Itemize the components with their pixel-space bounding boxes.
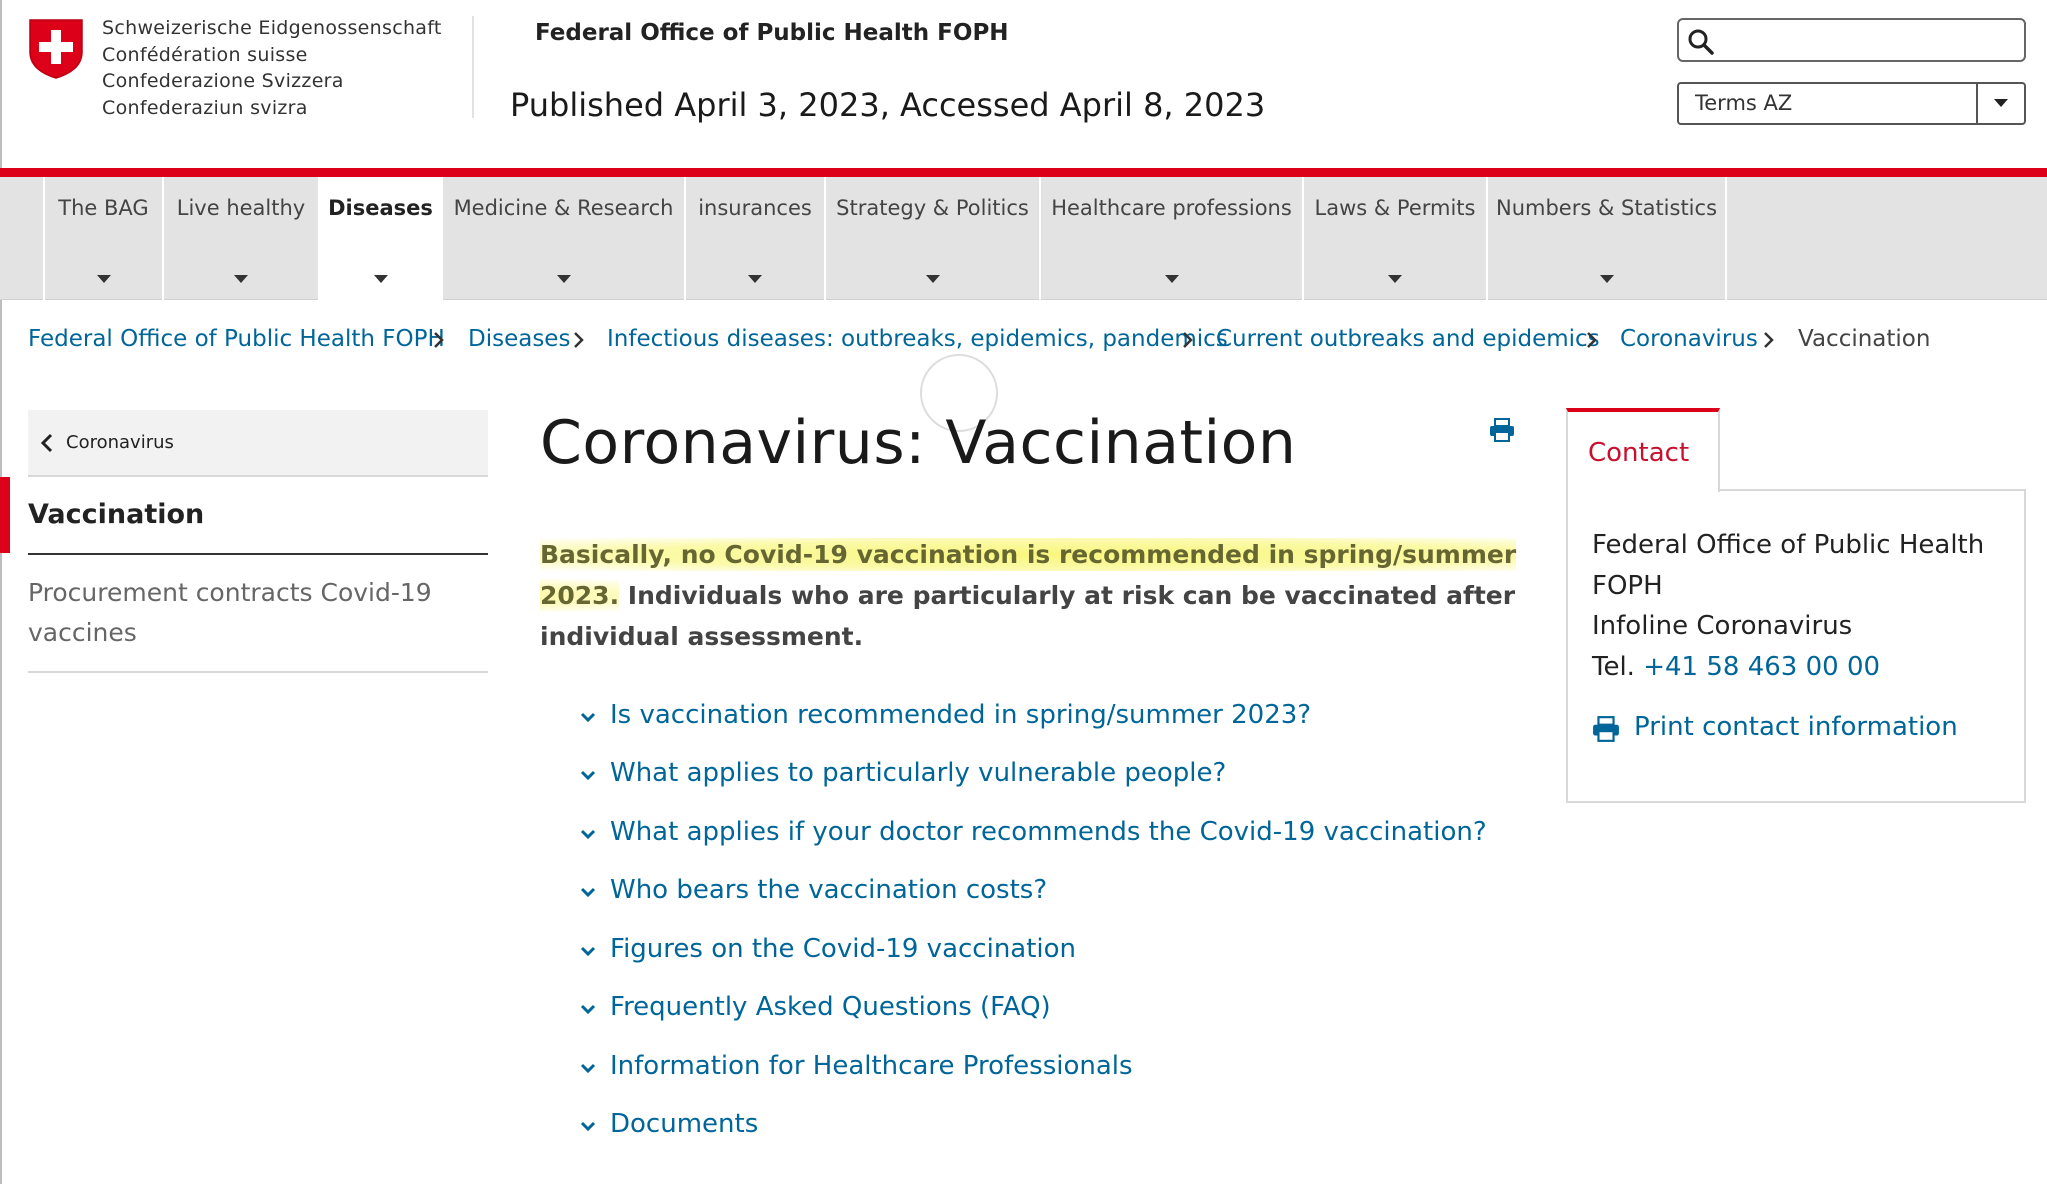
chevron-left-icon [40,433,54,453]
contact-infoline: Infoline Coronavirus [1592,611,1853,641]
chevron-right-icon [433,330,445,350]
chevron-down-icon [580,770,596,780]
nav-item-numbers-statistics[interactable] [1488,177,1727,300]
lead-paragraph [540,534,1540,657]
terms-az-select[interactable] [1677,82,2026,125]
caret-down-icon [234,275,248,283]
nav-label: insurances [698,196,812,220]
accordion-label: Is vaccination recommended in spring/summer 2023? [610,700,1312,730]
nav-label: Live healthy [176,196,306,220]
chevron-down-icon [580,829,596,839]
chevron-down-icon [580,1063,596,1073]
print-contact-label: Print contact information [1634,712,1958,742]
search-icon[interactable] [1687,28,1715,56]
accordion-label: What applies to particularly vulnerable people? [610,758,1227,788]
caret-down-icon [1165,275,1179,283]
accordion-label: Frequently Asked Questions (FAQ) [610,992,1051,1022]
contact-org-line-1: Federal Office of Public Health [1592,530,1985,560]
published-accessed-note: Published April 3, 2023, Accessed April 8, 2023 [510,86,1266,124]
chevron-down-icon [580,946,596,956]
print-icon [1592,716,1620,742]
nav-item-strategy-politics[interactable] [826,177,1041,300]
chevron-right-icon [1763,330,1775,350]
nav-item-diseases[interactable] [320,177,443,300]
contact-tel [1592,652,1880,682]
contact-org-line-2: FOPH [1592,571,1663,601]
breadcrumb-link-foph[interactable]: Federal Office of Public Health FOPH [28,326,445,352]
breadcrumb-link-infectious-diseases[interactable]: Infectious diseases: outbreaks, epidemics, pandemics [607,326,1228,352]
office-name[interactable]: Federal Office of Public Health FOPH [535,20,1009,46]
caret-down-icon [926,275,940,283]
terms-az-dropdown-button[interactable] [1976,84,2024,123]
nav-item-healthcare-professions[interactable] [1041,177,1304,300]
nav-label: Medicine & Research [453,196,674,220]
confederation-line-de: Schweizerische Eidgenossenschaft [102,17,442,39]
caret-down-icon [1388,275,1402,283]
caret-down-icon [1600,275,1614,283]
sidebar-item-procurement-contracts[interactable] [28,555,488,673]
sidebar-item-vaccination[interactable] [28,477,488,555]
accordion-label: What applies if your doctor recommends the Covid-19 vaccination? [610,817,1487,847]
nav-label: Diseases [328,196,433,220]
contact-tab[interactable] [1566,408,1720,492]
chevron-down-icon [580,712,596,722]
sidebar-item-label: Procurement contracts Covid-19 vaccines [28,578,432,647]
active-item-marker [0,477,10,553]
nav-item-laws-permits[interactable] [1304,177,1488,300]
accordion-label: Figures on the Covid-19 vaccination [610,934,1077,964]
accordion-label: Documents [610,1109,759,1139]
nav-item-insurances[interactable] [686,177,826,300]
caret-down-icon [1994,99,2008,107]
caret-down-icon [97,275,111,283]
accordion-label: Information for Healthcare Professionals [610,1051,1133,1081]
nav-label: Healthcare professions [1051,196,1292,220]
nav-item-the-bag[interactable] [43,177,164,300]
contact-tab-label: Contact [1588,438,1690,468]
confederation-line-rm: Confederaziun svizra [102,97,308,119]
lead-rest: Individuals who are particularly at risk can be vaccinated after individual assessment. [540,581,1516,651]
nav-label: The BAG [58,196,149,220]
breadcrumb-link-current-outbreaks[interactable]: Current outbreaks and epidemics [1216,326,1600,352]
swiss-coat-of-arms-logo[interactable] [28,18,84,80]
chevron-down-icon [580,1004,596,1014]
caret-down-icon [557,275,571,283]
nav-label: Laws & Permits [1314,196,1476,220]
chevron-down-icon [580,887,596,897]
chevron-right-icon [573,330,585,350]
terms-az-selected-value: Terms AZ [1695,91,1793,115]
accordion-label: Who bears the vaccination costs? [610,875,1048,905]
confederation-line-fr: Confédération suisse [102,44,308,66]
nav-label: Strategy & Politics [836,196,1029,220]
sidebar-item-label: Vaccination [28,499,205,530]
lead-highlight: Basically, no Covid-19 vaccination is recommended in spring/summer 2023. [540,540,1517,610]
caret-down-icon [748,275,762,283]
breadcrumb-link-diseases[interactable]: Diseases [468,326,571,352]
contact-tel-link[interactable]: +41 58 463 00 00 [1643,652,1881,682]
print-icon[interactable] [1489,418,1515,442]
breadcrumb-link-coronavirus[interactable]: Coronavirus [1620,326,1758,352]
nav-item-medicine-research[interactable] [443,177,686,300]
chevron-right-icon [1586,330,1598,350]
sidebar-back-label: Coronavirus [66,432,174,453]
header-divider [472,16,474,118]
search-input[interactable] [1677,18,2026,62]
header-accent-bar [0,168,2047,177]
nav-item-live-healthy[interactable] [164,177,320,300]
chevron-right-icon [1182,330,1194,350]
sidebar-back-link[interactable] [28,410,488,477]
breadcrumb-current-page: Vaccination [1798,326,1931,352]
confederation-line-it: Confederazione Svizzera [102,70,344,92]
page-title: Coronavirus: Vaccination [540,408,1297,478]
chevron-down-icon [580,1121,596,1131]
contact-tel-prefix: Tel. [1592,652,1635,682]
nav-label: Numbers & Statistics [1495,196,1718,220]
caret-down-icon [374,275,388,283]
